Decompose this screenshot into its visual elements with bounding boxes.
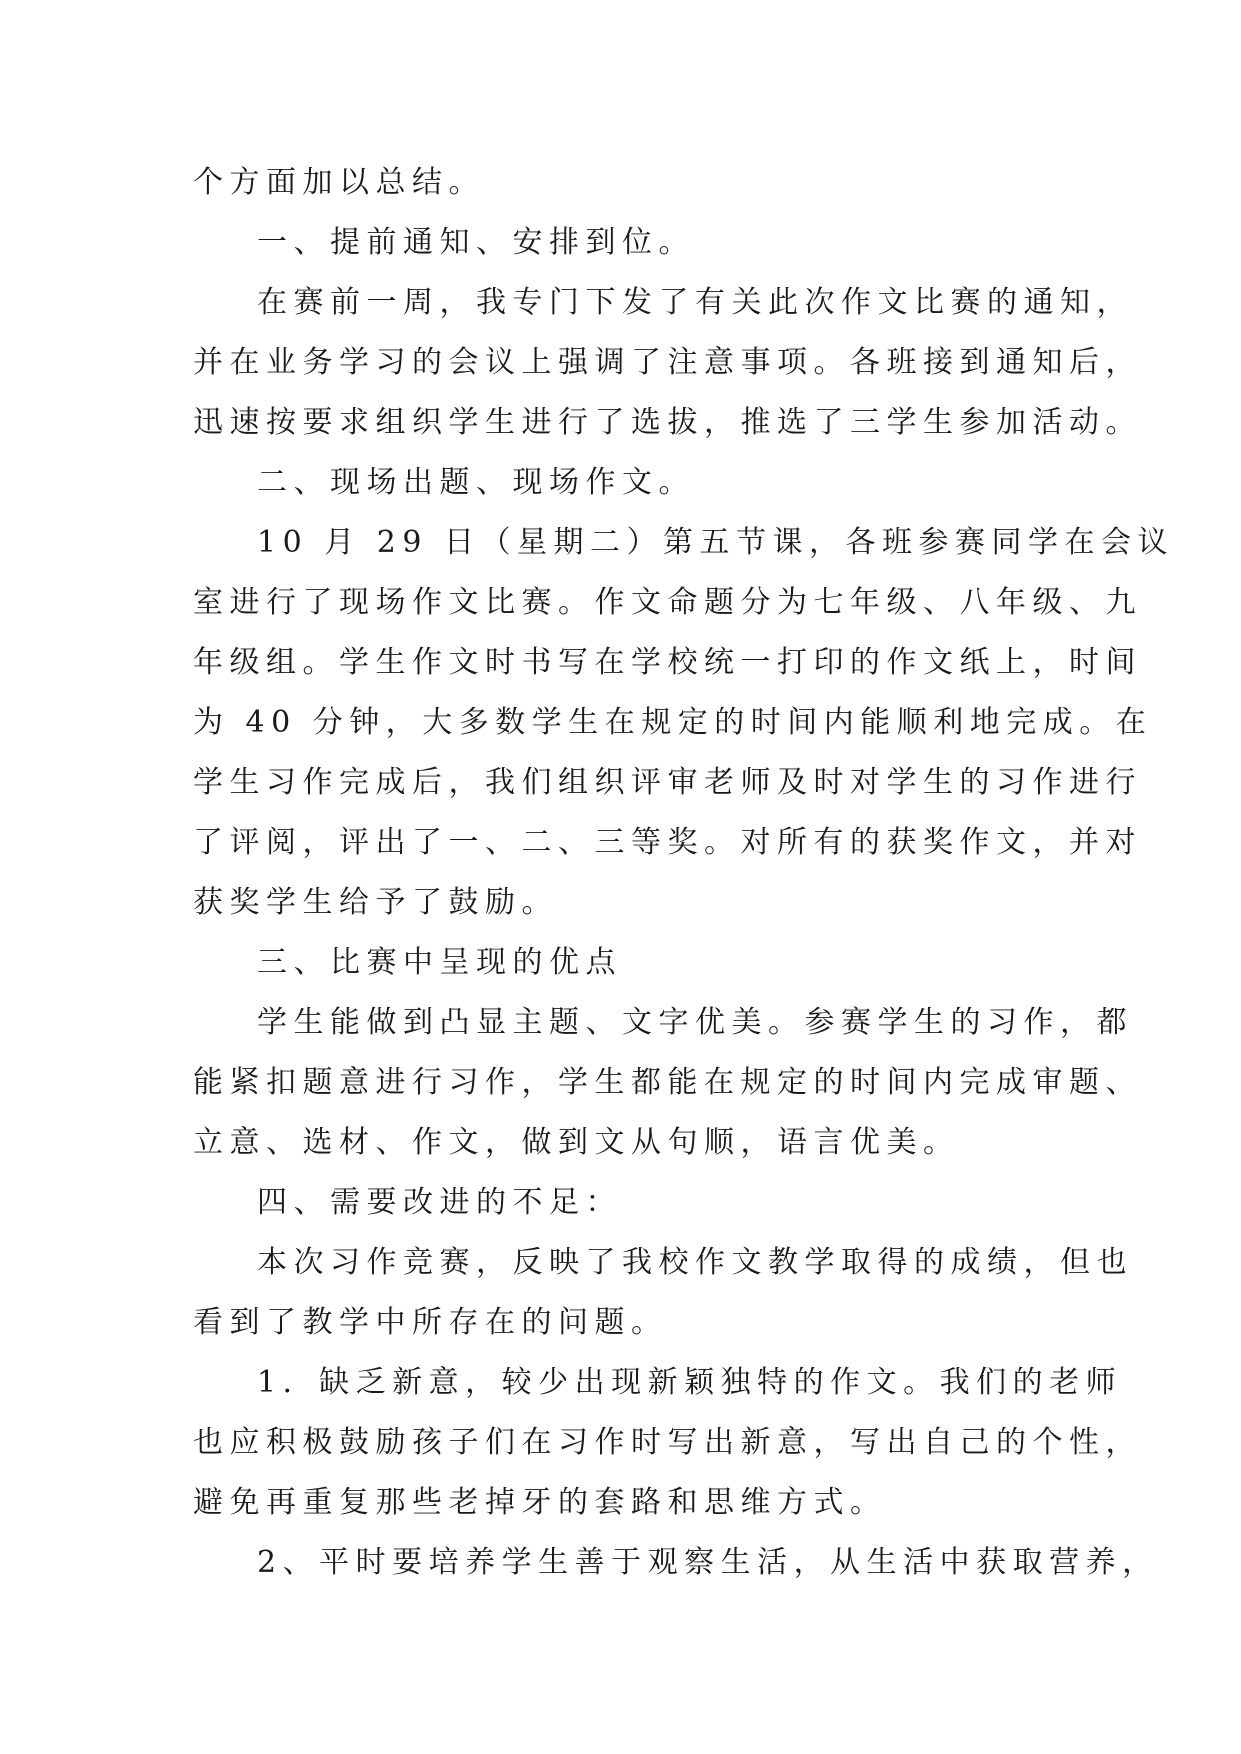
- body-text-line: 年级组。学生作文时书写在学校统一打印的作文纸上，时间: [193, 645, 1142, 680]
- list-item-2: 2、平时要培养学生善于观察生活，从生活中获取营养，: [257, 1545, 1159, 1580]
- body-text-line: 在赛前一周，我专门下发了有关此次作文比赛的通知，: [257, 285, 1133, 320]
- body-text-line: 学生能做到凸显主题、文字优美。参赛学生的习作，都: [257, 1005, 1133, 1040]
- body-text-line: 为 40 分钟，大多数学生在规定的时间内能顺利地完成。在: [193, 705, 1153, 740]
- body-text-line: 能紧扣题意进行习作，学生都能在规定的时间内完成审题、: [193, 1065, 1142, 1100]
- body-text-line: 了评阅，评出了一、二、三等奖。对所有的获奖作文，并对: [193, 825, 1142, 860]
- body-text-line: 立意、选材、作文，做到文从句顺，语言优美。: [193, 1125, 960, 1160]
- section-heading-4: 四、需要改进的不足：: [257, 1185, 622, 1220]
- body-text-line: 10 月 29 日（星期二）第五节课，各班参赛同学在会议: [257, 525, 1174, 560]
- section-heading-1: 一、提前通知、安排到位。: [257, 225, 695, 260]
- body-text-line: 也应积极鼓励孩子们在习作时写出新意，写出自己的个性，: [193, 1425, 1142, 1460]
- body-text-line: 迅速按要求组织学生进行了选拔，推选了三学生参加活动。: [193, 405, 1142, 440]
- body-text-line: 学生习作完成后，我们组织评审老师及时对学生的习作进行: [193, 765, 1142, 800]
- body-text-line: 避免再重复那些老掉牙的套路和思维方式。: [193, 1485, 887, 1520]
- body-text-line: 并在业务学习的会议上强调了注意事项。各班接到通知后，: [193, 345, 1142, 380]
- body-text-line: 室进行了现场作文比赛。作文命题分为七年级、八年级、九: [193, 585, 1142, 620]
- section-heading-3: 三、比赛中呈现的优点: [257, 945, 622, 980]
- list-item-1: 1．缺乏新意，较少出现新颖独特的作文。我们的老师: [257, 1365, 1123, 1400]
- document-body: [193, 153, 1174, 1593]
- body-text-line: 获奖学生给予了鼓励。: [193, 885, 558, 920]
- section-heading-2: 二、现场出题、现场作文。: [257, 465, 695, 500]
- body-text-line: 本次习作竞赛，反映了我校作文教学取得的成绩，但也: [257, 1245, 1133, 1280]
- body-text-line: 个方面加以总结。: [193, 165, 485, 200]
- body-text-line: 看到了教学中所存在的问题。: [193, 1305, 668, 1340]
